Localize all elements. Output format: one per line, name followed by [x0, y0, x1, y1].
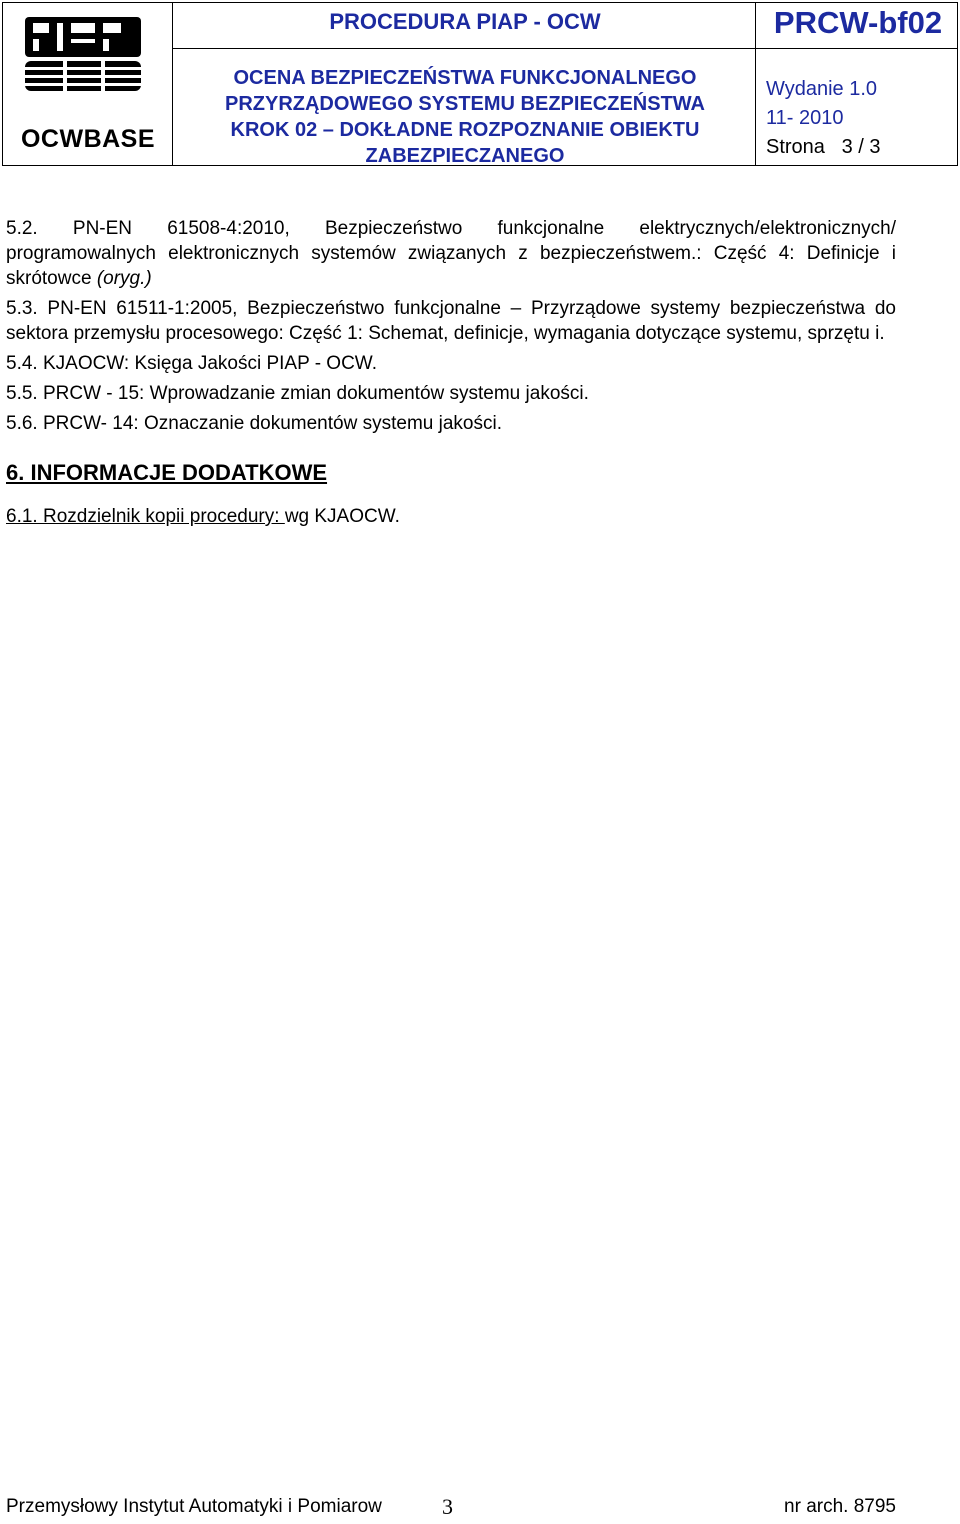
document-body	[6, 216, 896, 529]
header-divider	[172, 48, 957, 49]
document-title	[174, 65, 756, 169]
document-header	[2, 2, 958, 166]
document-title-line: KROK 02 – DOKŁADNE ROZPOZNANIE OBIEKTU	[230, 119, 700, 141]
logo-text-bottom: OCW	[80, 80, 86, 82]
document-code: PRCW-bf02	[773, 5, 943, 40]
reference-note: (oryg.)	[96, 268, 152, 289]
reference-item-5-5: 5.5. PRCW - 15: Wprowadzanie zmian dokumentów systemu jakości.	[6, 383, 589, 404]
document-title-line: PRZYRZĄDOWEGO SYSTEMU BEZPIECZEŃSTWA	[224, 93, 706, 115]
document-meta	[766, 75, 881, 162]
reference-item-5-6: 5.6. PRCW- 14: Oznaczanie dokumentów systemu jakości.	[6, 413, 502, 434]
reference-item-5-4: 5.4. KJAOCW: Księga Jakości PIAP - OCW.	[6, 353, 377, 374]
document-title-line: ZABEZPIECZANEGO	[365, 145, 565, 167]
edition: Wydanie 1.0	[766, 78, 877, 100]
org-code: OCWBASE	[20, 125, 156, 153]
reference-item-5-3: 5.3. PN-EN 61511-1:2005, Bezpieczeństwo funkcjonalne – Przyrządowe systemy bezpieczeństwa do sektora przemysłu procesowego: Część 1: Schemat, definicje, wymagania dotyczące systemu, sprzętu i.	[6, 298, 896, 344]
institute-name: Przemysłowy Instytut Automatyki i Pomiarow	[6, 1496, 382, 1517]
page-footer	[0, 1494, 960, 1524]
reference-item-5-2	[6, 216, 896, 291]
archive-number: nr arch. 8795	[784, 1496, 896, 1517]
date: 11- 2010	[766, 107, 844, 129]
footer-page-number: 3	[442, 1494, 453, 1519]
procedure-title: PROCEDURA PIAP - OCW	[329, 9, 601, 34]
document-title-line: OCENA BEZPIECZEŃSTWA FUNKCJONALNEGO	[233, 67, 697, 89]
distribution-label: 6.1. Rozdzielnik kopii procedury:	[6, 506, 285, 527]
page-indicator: Strona 3 / 3	[766, 136, 881, 158]
section-heading: 6. INFORMACJE DODATKOWE	[6, 460, 328, 485]
reference-text: 5.2. PN-EN 61508-4:2010, Bezpieczeństwo funkcjonalne elektrycznych/elektronicznych/ programowalnych elektronicznych systemów związanych z bezpieczeństwem.: Część 4: Definicje i skrótowce	[6, 218, 896, 289]
distribution-value: wg KJAOCW.	[284, 506, 400, 527]
logo-text-top: PIAP	[80, 48, 86, 50]
distribution-item-6-1	[6, 504, 896, 529]
piap-ocw-logo	[23, 15, 143, 93]
